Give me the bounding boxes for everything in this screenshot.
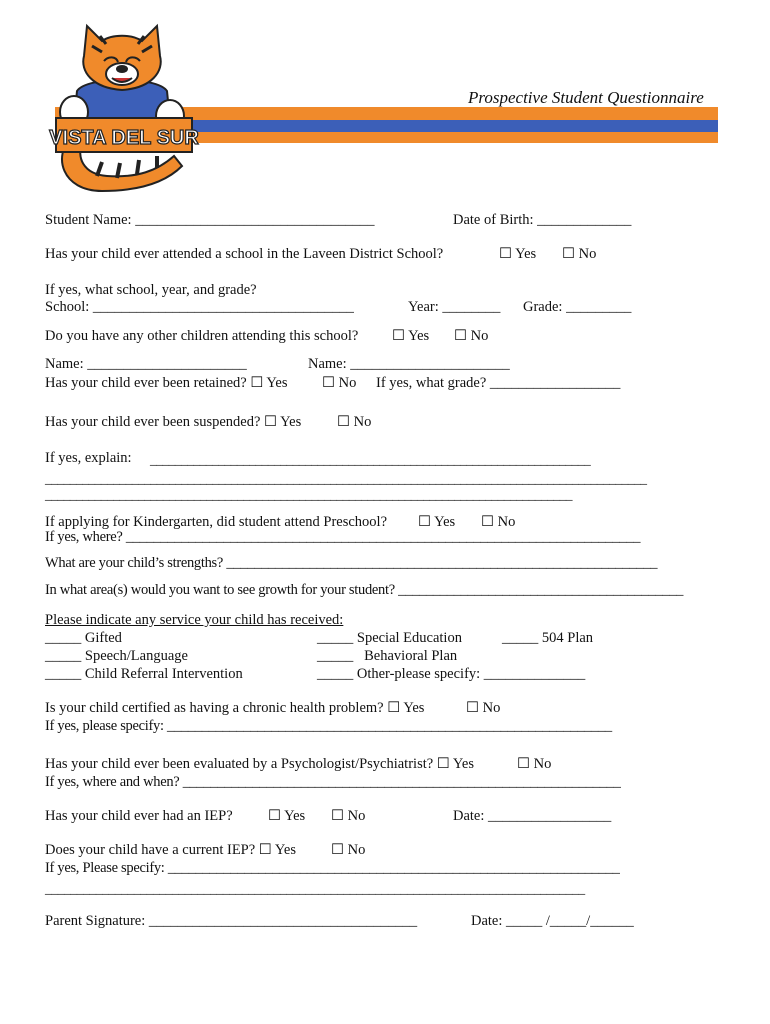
sibling-name-1-field[interactable]: Name: ______________________ [45, 356, 247, 372]
signature-date-field[interactable]: Date: _____ /_____/______ [471, 913, 634, 929]
kindergarten-question: If applying for Kindergarten, did student attend Preschool? [45, 514, 388, 530]
kindergarten-yes-checkbox[interactable]: ☐ Yes [418, 514, 456, 530]
explain-line-2[interactable]: _________________________________________________________________________________________________ [45, 471, 647, 486]
services-heading: Please indicate any service your child has received: [45, 612, 344, 628]
iep-yes-checkbox[interactable]: ☐ Yes [268, 808, 306, 824]
iep-question: Has your child ever had an IEP? [45, 808, 233, 824]
service-other[interactable]: _____ Other-please specify: ______________ [317, 666, 586, 682]
parent-signature-field[interactable]: Parent Signature: _____________________________________ [45, 913, 418, 929]
year-field[interactable]: Year: ________ [408, 299, 501, 315]
kindergarten-no-checkbox[interactable]: ☐ No [481, 514, 516, 530]
student-name-field[interactable]: Student Name: _________________________________ [45, 212, 375, 228]
school-field[interactable]: School: ____________________________________ [45, 299, 354, 315]
service-504-plan[interactable]: _____ 504 Plan [502, 630, 594, 646]
iep-no-checkbox[interactable]: ☐ No [331, 808, 366, 824]
kindergarten-where-field[interactable]: If yes, where? __________________________________________________________________________ [45, 529, 641, 545]
retained-no-checkbox[interactable]: ☐ No [322, 375, 357, 391]
service-gifted[interactable]: _____ Gifted [45, 630, 122, 646]
explain-label: If yes, explain: [45, 450, 132, 466]
current-iep-specify-field[interactable]: If yes, Please specify: _________________________________________________________________ [45, 860, 620, 876]
grade-field[interactable]: Grade: _________ [523, 299, 632, 315]
siblings-question: Do you have any other children attending this school? [45, 328, 359, 344]
retained-grade-field[interactable]: If yes, what grade? __________________ [376, 375, 621, 391]
explain-line-1[interactable]: _______________________________________________________________________ [150, 452, 591, 467]
tiger-mascot-logo [42, 16, 202, 198]
explain-line-3[interactable]: _____________________________________________________________________________________ [45, 487, 573, 502]
iep-date-field[interactable]: Date: _________________ [453, 808, 612, 824]
service-special-education[interactable]: _____ Special Education [317, 630, 462, 646]
health-specify-field[interactable]: If yes, please specify: ________________________________________________________________ [45, 718, 612, 734]
logo-text: VISTA DEL SUR [49, 127, 199, 149]
service-child-referral[interactable]: _____ Child Referral Intervention [45, 666, 243, 682]
date-of-birth-field[interactable]: Date of Birth: _____________ [453, 212, 632, 228]
siblings-yes-checkbox[interactable]: ☐ Yes [392, 328, 430, 344]
attended-no-checkbox[interactable]: ☐ No [562, 246, 597, 262]
retained-question[interactable]: Has your child ever been retained? ☐ Yes [45, 375, 288, 391]
suspended-question[interactable]: Has your child ever been suspended? ☐ Yes [45, 414, 302, 430]
attended-question: Has your child ever attended a school in the Laveen District School? [45, 246, 444, 262]
suspended-no-checkbox[interactable]: ☐ No [337, 414, 372, 430]
service-behavioral-plan[interactable]: _____ Behavioral Plan [317, 648, 458, 664]
psych-question[interactable]: Has your child ever been evaluated by a Psychologist/Psychiatrist? ☐ Yes [45, 756, 474, 772]
school-question: If yes, what school, year, and grade? [45, 282, 257, 298]
psych-no-checkbox[interactable]: ☐ No [517, 756, 552, 772]
page-title: Prospective Student Questionnaire [468, 88, 704, 107]
current-iep-no-checkbox[interactable]: ☐ No [331, 842, 366, 858]
health-no-checkbox[interactable]: ☐ No [466, 700, 501, 716]
service-speech-language[interactable]: _____ Speech/Language [45, 648, 188, 664]
psych-where-field[interactable]: If yes, where and when? _______________________________________________________________ [45, 774, 621, 790]
current-iep-line-2[interactable]: _____________________________________________________________________________________ [45, 881, 585, 896]
growth-field[interactable]: In what area(s) would you want to see growth for your student? _________________________________________ [45, 582, 684, 598]
strengths-field[interactable]: What are your child’s strengths? ______________________________________________________________ [45, 555, 658, 571]
current-iep-question[interactable]: Does your child have a current IEP? ☐ Yes [45, 842, 296, 858]
attended-yes-checkbox[interactable]: ☐ Yes [499, 246, 537, 262]
siblings-no-checkbox[interactable]: ☐ No [454, 328, 489, 344]
health-question[interactable]: Is your child certified as having a chronic health problem? ☐ Yes [45, 700, 425, 716]
sibling-name-2-field[interactable]: Name: ______________________ [308, 356, 510, 372]
